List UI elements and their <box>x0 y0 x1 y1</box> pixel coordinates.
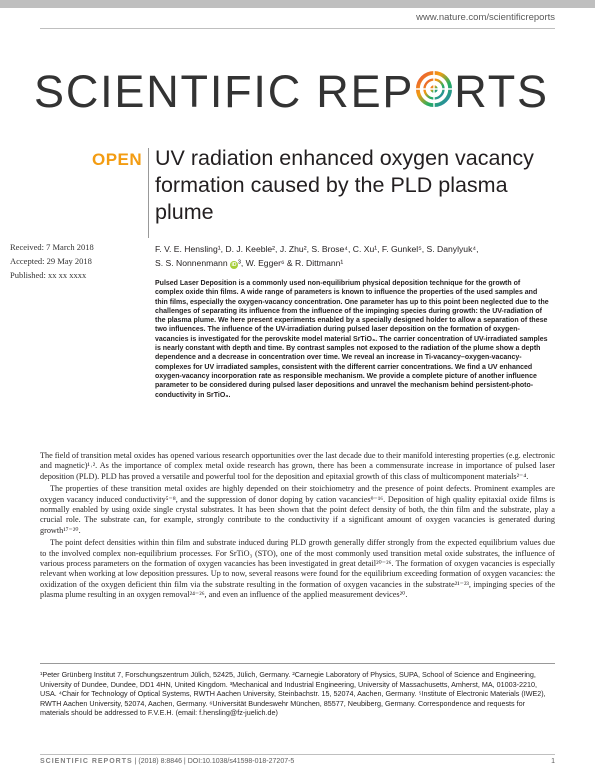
author-line-1: F. V. E. Hensling¹, D. J. Keeble², J. Zhu², S. Brose⁴, C. Xu¹, F. Gunkel⁵, S. Danylyuk⁴, <box>155 244 479 254</box>
masthead-left: SCIENTIFIC REP <box>34 66 415 117</box>
footer-doi: | (2018) 8:8846 | DOI:10.1038/s41598-018-27207-5 <box>132 758 295 765</box>
journal-logo-icon <box>415 70 453 108</box>
accepted-date: Accepted: 29 May 2018 <box>10 256 92 266</box>
article-title: UV radiation enhanced oxygen vacancy formation caused by the PLD plasma plume <box>155 146 534 224</box>
journal-masthead <box>34 64 549 120</box>
journal-url[interactable]: www.nature.com/scientificreports <box>416 12 555 23</box>
title-divider <box>148 148 149 238</box>
body-paragraph-1: The field of transition metal oxides has opened various research opportunities over the last decade due to their manifold interesting properties (e.g. electronic and magnetic)¹˒². As the importance of complex metal oxide research has grown, there has been a commensurate increase in importance of pulsed laser deposition (PLD). PLD has proved a versatile and powerful tool for the deposition and epitaxial growth of this class of multicomponent materials²⁻⁴. <box>40 451 555 481</box>
footer-brand: SCIENTIFIC REPORTS <box>40 758 133 765</box>
footnote-rule <box>40 663 555 664</box>
page-number: 1 <box>551 758 555 765</box>
affiliations-footnote: ¹Peter Grünberg Institut 7, Forschungszentrum Jülich, 52425, Jülich, Germany. ²Carnegie Laboratory of Physics, SUPA, School of Science and Engineering, University of Dundee, Dundee, DD1 4HN, United Kingdom. ³Mechanical and Industrial Engineering, University of Massachusetts, Amherst, MA, 01003-2210, USA. ⁴Chair for Technology of Optical Systems, RWTH Aachen University, Steinbachstr. 15, 52074, Aachen, Germany. ⁵Institute of Electronic Materials (IWE2), RWTH Aachen University, 52074, Aachen, Germany. ⁶Universität Bundeswehr München, 85577, Neubiberg, Germany. Correspondence and requests for materials should be addressed to F.V.E.H. (email: f.hensling@fz-juelich.de) <box>40 670 546 718</box>
article-body <box>40 451 555 603</box>
received-date: Received: 7 March 2018 <box>10 242 94 252</box>
open-access-label: OPEN <box>92 150 143 169</box>
author-line-2 <box>155 256 555 270</box>
orcid-icon[interactable]: iD <box>231 262 237 268</box>
header-rule <box>40 28 555 29</box>
abstract: Pulsed Laser Deposition is a commonly used non-equilibrium physical deposition technique for the growth of complex oxide thin films. A wide range of parameters is known to influence the properties of the used samples and thin films, especially the oxygen-vacancy concentration. One parameter has up to this point been neglected due to the challenges of separating its influence from the influence of the impinging species during growth: the UV-radiation of the plasma plume. We here present experiments enabled by a specially designed holder to allow a separation of these two influences. The influence of the UV-irradiation during pulsed laser deposition on the formation of oxygen-vacancies is investigated for the perovskite model material SrTiO₃. The carrier concentration of UV-irradiated samples is nearly constant with depth and time. By contrast samples not exposed to the radiation of the plume show a depth dependence and a decrease in concentration over time. We reveal an increase in Ti-vacancy–oxygen-vacancy-complexes for UV irradiated samples, consistent with the different carrier concentrations. We find a UV enhanced oxygen-vacancy incorporation rate as responsible mechanism. We provide a complete picture of another influence parameter to be considered during pulsed laser depositions and unravel the mechanism behind persistent-photo-conductivity in SrTiO₃. <box>155 280 549 399</box>
author-line-2-rest: ³, W. Egger⁶ & R. Dittmann¹ <box>238 258 344 268</box>
body-paragraph-3: The point defect densities within thin film and substrate induced during PLD growth generally differ strongly from the expected equilibrium values due to the involved complex non-equilibrium processes. For SrTiO₃ (STO), one of the most commonly used transition metal oxide substrates, the influence of various process parameters on the formation of oxygen vacancies has been investigated in great detail²⁰⁻²⁶. The formation of oxygen vacancies is especially relevant when working at low deposition pressures. Up to now, several reasons were found for the equilibrium exceeding formation of oxygen vacancies: the oxidization of the oxygen deficient thin film via the substrate resulting in the formation of oxygen vacancies in the substrate²¹⁻²³, impinging species of the plasma plume resulting in an oxygen removal²⁴⁻²⁶, and even an influence of the applied measurement devices²⁰. <box>40 538 555 600</box>
author-list <box>155 242 555 270</box>
author-nonnenmann: S. S. Nonnenmann <box>155 258 228 268</box>
published-date: Published: xx xx xxxx <box>10 270 87 280</box>
masthead-right: RTS <box>454 66 549 117</box>
body-paragraph-2: The properties of these transition metal oxides are highly depended on their stoichiometry and the presence of point defects. Prominent examples are oxygen vacancy induced conductivity⁵⁻⁸, and the suppression of donor doping by cation vacancies⁹⁻¹⁶. Deposition of high quality epitaxial oxide films is normally enabled by using oxide single crystal substrates. It has been shown that the point defect density of both, the thin film and the substrate, play a crucial role. The substrate can, for example, strongly contribute to the conductivity if a significant amount of oxygen vacancies is generated during growth¹⁷⁻²⁰. <box>40 484 555 535</box>
top-bar <box>0 0 595 8</box>
footer-rule <box>40 754 555 755</box>
footer-citation <box>40 758 294 765</box>
